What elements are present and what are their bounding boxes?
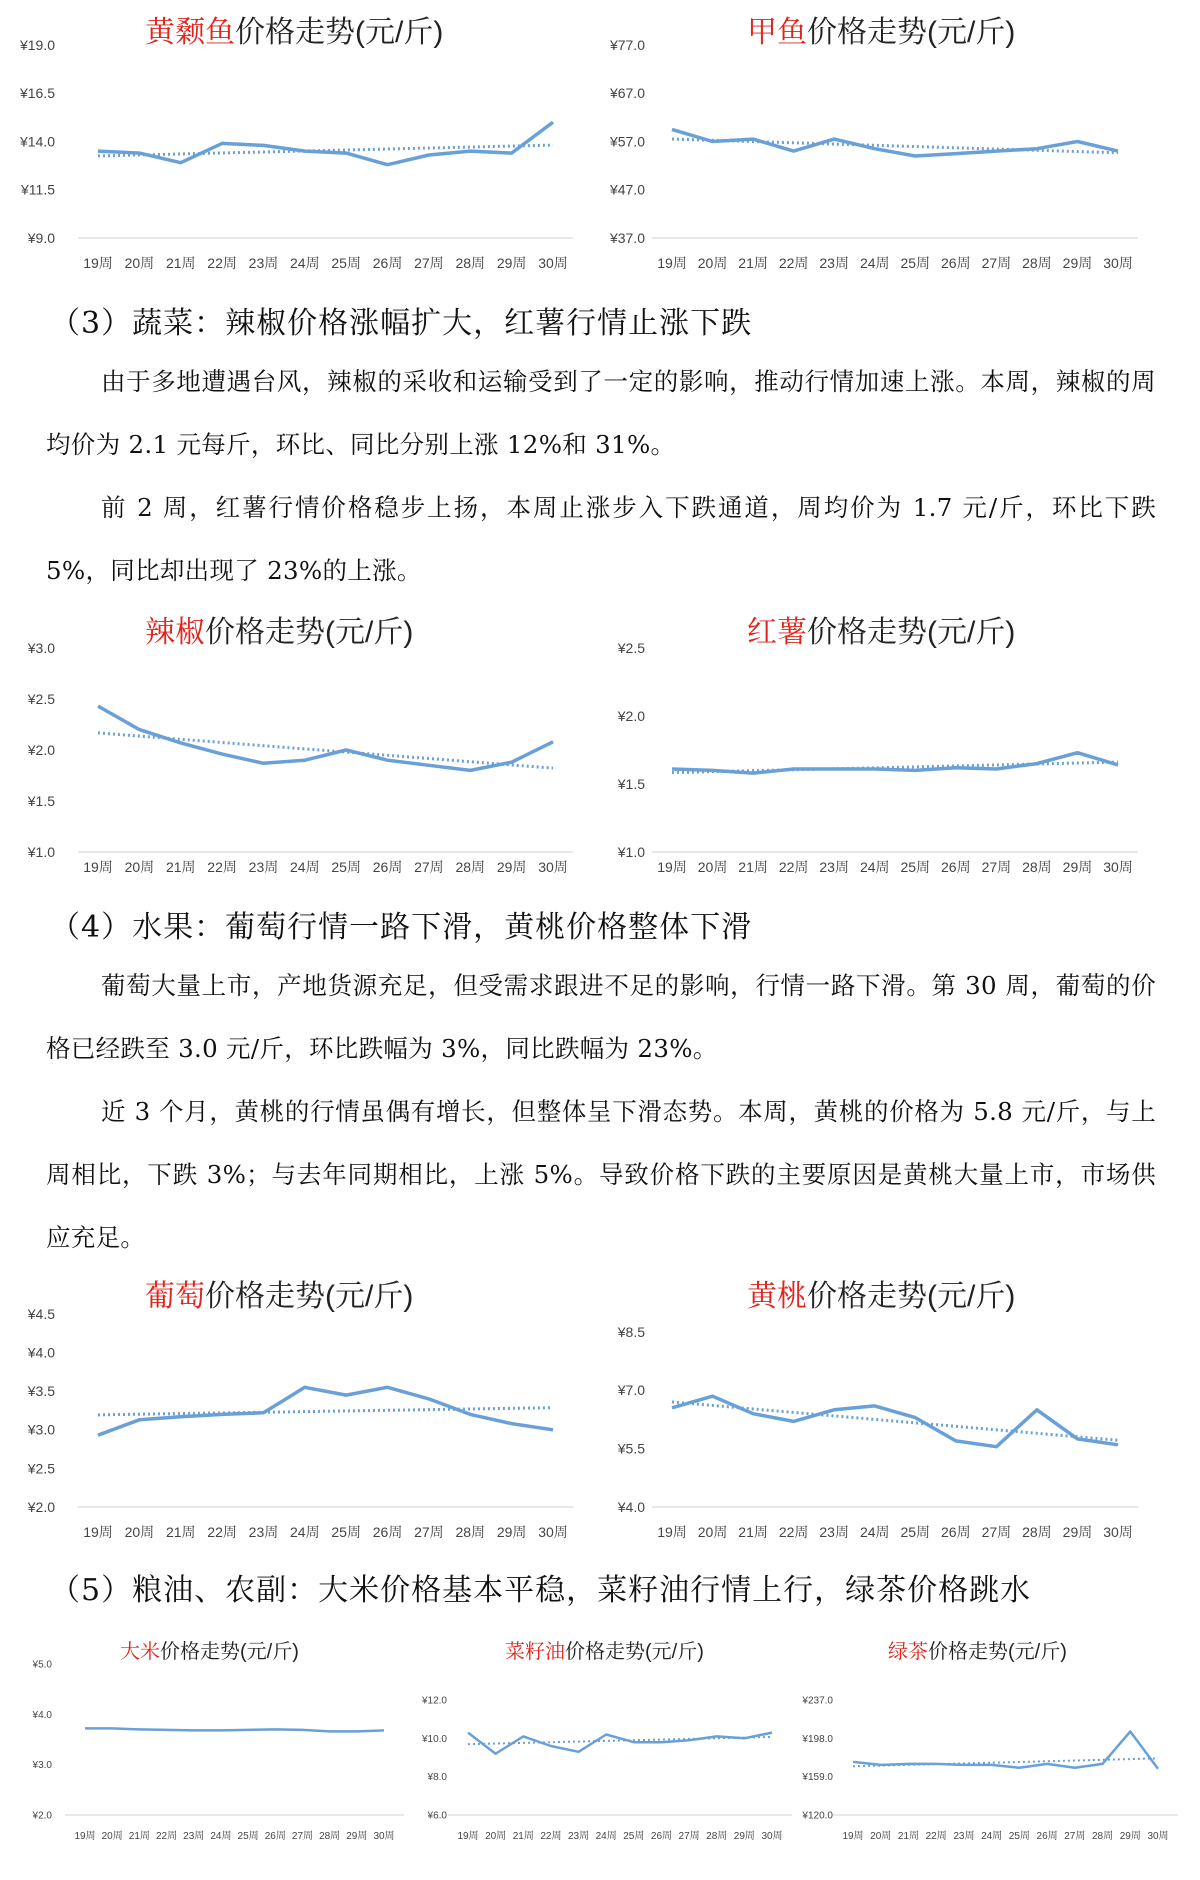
y-tick-label: ¥4.0 <box>617 1498 645 1515</box>
y-tick-label: ¥198.0 <box>802 1733 833 1745</box>
y-tick-label: ¥11.5 <box>21 181 55 198</box>
section-heading-vegetables: （3）蔬菜：辣椒价格涨幅扩大，红薯行情止涨下跌 <box>50 306 753 341</box>
x-tick-label: 29周 <box>1062 1524 1093 1540</box>
x-tick-label: 27周 <box>981 859 1012 875</box>
chart-title-highlight: 大米 <box>120 1641 160 1663</box>
x-tick-label: 20周 <box>870 1831 892 1842</box>
y-tick-label: ¥16.5 <box>19 85 55 102</box>
section-heading-grain-oil: （5）粮油、农副：大米价格基本平稳，菜籽油行情上行，绿茶价格跳水 <box>50 1573 1032 1608</box>
series-line <box>98 122 553 165</box>
x-tick-label: 23周 <box>819 1524 849 1540</box>
y-tick-label: ¥2.0 <box>32 1810 52 1822</box>
y-tick-label: ¥10.0 <box>421 1733 447 1745</box>
x-tick-label: 19周 <box>657 1524 687 1540</box>
x-tick-label: 19周 <box>457 1831 479 1842</box>
x-tick-label: 28周 <box>1022 1524 1052 1540</box>
x-tick-label: 25周 <box>237 1831 259 1842</box>
x-tick-label: 20周 <box>101 1831 123 1842</box>
x-tick-label: 20周 <box>485 1831 507 1842</box>
y-tick-label: ¥12.0 <box>421 1695 447 1707</box>
x-tick-label: 25周 <box>1008 1831 1030 1842</box>
y-tick-label: ¥9.0 <box>27 229 55 246</box>
chart-title-text: 价格走势(元/斤) <box>807 16 1016 49</box>
x-tick-label: 30周 <box>1147 1831 1169 1842</box>
x-tick-label: 21周 <box>165 255 196 271</box>
y-tick-label: ¥77.0 <box>609 36 645 53</box>
x-tick-label: 30周 <box>538 1524 568 1540</box>
x-tick-label: 29周 <box>346 1831 368 1842</box>
x-tick-label: 27周 <box>981 255 1012 271</box>
chart-title-highlight: 甲鱼 <box>747 16 807 49</box>
x-tick-label: 22周 <box>207 859 237 875</box>
chart-title-highlight: 绿茶 <box>888 1641 928 1663</box>
x-tick-label: 29周 <box>496 1524 527 1540</box>
x-tick-label: 25周 <box>331 1524 361 1540</box>
y-tick-label: ¥1.5 <box>617 775 645 792</box>
chart-title-text: 价格走势(元/斤) <box>235 16 444 49</box>
chart-title <box>145 616 413 649</box>
x-tick-label: 28周 <box>706 1831 728 1842</box>
y-tick-label: ¥1.0 <box>617 843 645 860</box>
x-tick-label: 30周 <box>761 1831 783 1842</box>
y-tick-label: ¥3.0 <box>27 1421 55 1438</box>
chart-group-2 <box>27 616 573 875</box>
chart-title-text: 价格走势(元/斤) <box>205 616 414 649</box>
chart-title <box>145 16 443 49</box>
y-tick-label: ¥19.0 <box>19 36 55 53</box>
x-tick-label: 22周 <box>207 255 237 271</box>
y-tick-label: ¥6.0 <box>427 1810 447 1822</box>
x-tick-label: 21周 <box>165 1524 196 1540</box>
x-tick-label: 19周 <box>657 859 687 875</box>
chart-title-text: 价格走势(元/斤) <box>928 1641 1067 1663</box>
y-tick-label: ¥2.0 <box>617 707 645 724</box>
x-tick-label: 25周 <box>900 859 931 875</box>
x-tick-label: 19周 <box>842 1831 864 1842</box>
y-tick-label: ¥14.0 <box>19 133 55 150</box>
series-line <box>98 1387 553 1435</box>
y-tick-label: ¥37.0 <box>609 229 645 246</box>
y-tick-label: ¥1.5 <box>27 792 55 809</box>
x-tick-label: 23周 <box>248 255 279 271</box>
x-tick-label: 21周 <box>165 859 196 875</box>
x-tick-label: 29周 <box>733 1831 755 1842</box>
x-tick-label: 24周 <box>290 1524 320 1540</box>
x-tick-label: 20周 <box>697 859 728 875</box>
x-tick-label: 20周 <box>124 859 155 875</box>
x-tick-label: 28周 <box>1022 255 1052 271</box>
y-tick-label: ¥2.0 <box>27 741 55 758</box>
chart-title-highlight: 黄桃 <box>747 1280 807 1313</box>
trendline <box>98 1408 553 1415</box>
x-tick-label: 27周 <box>678 1831 700 1842</box>
y-tick-label: ¥47.0 <box>609 181 645 198</box>
chart-group-4 <box>27 1280 573 1540</box>
y-tick-label: ¥4.0 <box>32 1709 52 1721</box>
chart-title-text: 价格走势(元/斤) <box>160 1641 299 1663</box>
x-tick-label: 25周 <box>331 255 361 271</box>
x-tick-label: 24周 <box>595 1831 617 1842</box>
chart-title-text: 价格走势(元/斤) <box>807 616 1016 649</box>
series-line <box>672 1396 1118 1447</box>
x-tick-label: 19周 <box>83 255 113 271</box>
chart-group-7 <box>421 1640 792 1842</box>
y-tick-label: ¥2.5 <box>27 1460 55 1477</box>
x-tick-label: 28周 <box>455 859 486 875</box>
y-tick-label: ¥2.0 <box>27 1498 55 1515</box>
chart-group-6 <box>32 1640 404 1842</box>
x-tick-label: 23周 <box>819 255 849 271</box>
chart-title-highlight: 葡萄 <box>145 1280 205 1313</box>
chart-title <box>505 1640 704 1663</box>
x-tick-label: 30周 <box>538 255 568 271</box>
x-tick-label: 30周 <box>538 859 568 875</box>
chart-title <box>747 1280 1015 1313</box>
x-tick-label: 28周 <box>1022 859 1052 875</box>
chart-title <box>888 1640 1067 1663</box>
x-tick-label: 20周 <box>124 1524 155 1540</box>
x-tick-label: 27周 <box>414 859 444 875</box>
x-tick-label: 21周 <box>738 859 768 875</box>
x-tick-label: 24周 <box>981 1831 1003 1842</box>
paragraph-yellow-peach: 近 3 个月，黄桃的行情虽偶有增长，但整体呈下滑态势。本周，黄桃的价格为 5.8 元/斤，与上周相比，下跌 3%；与去年同期相比，上涨 5%。导致价格下跌的主要原因是黄桃大量上市，市场供应充足。 <box>46 1097 1156 1252</box>
x-tick-label: 27周 <box>414 1524 444 1540</box>
x-tick-label: 24周 <box>290 859 320 875</box>
x-tick-label: 29周 <box>496 255 527 271</box>
x-tick-label: 25周 <box>900 255 931 271</box>
y-tick-label: ¥159.0 <box>802 1772 833 1784</box>
chart-title-highlight: 菜籽油 <box>505 1641 565 1663</box>
y-tick-label: ¥3.5 <box>27 1383 55 1400</box>
y-tick-label: ¥7.0 <box>617 1382 645 1399</box>
x-tick-label: 24周 <box>859 859 890 875</box>
x-tick-label: 21周 <box>128 1831 150 1842</box>
chart-group-0 <box>19 16 573 271</box>
x-tick-label: 23周 <box>567 1831 590 1842</box>
paragraph-grape: 葡萄大量上市，产地货源充足，但受需求跟进不足的影响，行情一路下滑。第 30 周，葡萄的价格已经跌至 3.0 元/斤，环比跌幅为 3%，同比跌幅为 23%。 <box>46 971 1156 1063</box>
chart-title <box>120 1640 299 1663</box>
x-tick-label: 24周 <box>290 255 320 271</box>
series-line <box>98 706 553 770</box>
paragraph-sweet-potato: 前 2 周，红薯行情价格稳步上扬，本周止涨步入下跌通道，周均价为 1.7 元/斤，环比下跌 5%，同比却出现了 23%的上涨。 <box>46 493 1156 585</box>
x-tick-label: 30周 <box>1103 1524 1133 1540</box>
chart-group-3 <box>617 616 1138 875</box>
chart-title-text: 价格走势(元/斤) <box>807 1280 1016 1313</box>
x-tick-label: 27周 <box>291 1831 314 1842</box>
x-tick-label: 28周 <box>455 1524 486 1540</box>
x-tick-label: 26周 <box>941 859 971 875</box>
chart-title <box>145 1280 413 1313</box>
x-tick-label: 26周 <box>941 255 971 271</box>
x-tick-label: 26周 <box>372 859 403 875</box>
x-tick-label: 29周 <box>1062 255 1093 271</box>
x-tick-label: 23周 <box>953 1831 975 1842</box>
x-tick-label: 20周 <box>697 1524 728 1540</box>
y-tick-label: ¥3.0 <box>32 1760 52 1772</box>
x-tick-label: 26周 <box>941 1524 971 1540</box>
chart-title <box>747 16 1015 49</box>
x-tick-label: 20周 <box>124 255 155 271</box>
chart-title <box>747 616 1015 649</box>
y-tick-label: ¥2.5 <box>27 690 55 707</box>
x-tick-label: 19周 <box>657 255 687 271</box>
y-tick-label: ¥3.0 <box>27 639 55 656</box>
x-tick-label: 30周 <box>1103 255 1133 271</box>
x-tick-label: 22周 <box>540 1831 562 1842</box>
x-tick-label: 30周 <box>373 1831 395 1842</box>
x-tick-label: 22周 <box>925 1831 947 1842</box>
x-tick-label: 26周 <box>1036 1831 1058 1842</box>
x-tick-label: 26周 <box>650 1831 673 1842</box>
chart-group-5 <box>617 1280 1138 1540</box>
x-tick-label: 19周 <box>83 859 113 875</box>
y-tick-label: ¥67.0 <box>609 85 645 102</box>
x-tick-label: 22周 <box>778 255 809 271</box>
x-tick-label: 27周 <box>414 255 444 271</box>
x-tick-label: 27周 <box>1064 1831 1086 1842</box>
y-tick-label: ¥8.5 <box>617 1323 645 1340</box>
x-tick-label: 29周 <box>496 859 527 875</box>
y-tick-label: ¥2.5 <box>617 639 645 656</box>
section-heading-fruits: （4）水果：葡萄行情一路下滑，黄桃价格整体下滑 <box>50 910 753 945</box>
y-tick-label: ¥237.0 <box>802 1695 833 1707</box>
series-line <box>85 1728 384 1731</box>
chart-title-text: 价格走势(元/斤) <box>205 1280 414 1313</box>
series-line <box>853 1732 1158 1769</box>
x-tick-label: 19周 <box>83 1524 113 1540</box>
chart-group-8 <box>801 1640 1178 1842</box>
y-tick-label: ¥4.0 <box>27 1344 55 1361</box>
series-line <box>672 129 1118 156</box>
x-tick-label: 28周 <box>1091 1831 1114 1842</box>
x-tick-label: 23周 <box>248 1524 279 1540</box>
x-tick-label: 26周 <box>264 1831 286 1842</box>
y-tick-label: ¥4.5 <box>27 1305 55 1322</box>
chart-title-text: 价格走势(元/斤) <box>565 1641 704 1663</box>
chart-title-highlight: 红薯 <box>747 616 807 649</box>
x-tick-label: 26周 <box>372 1524 403 1540</box>
y-tick-label: ¥57.0 <box>609 133 645 150</box>
x-tick-label: 25周 <box>900 1524 931 1540</box>
y-tick-label: ¥8.0 <box>427 1772 447 1784</box>
x-tick-label: 22周 <box>778 1524 809 1540</box>
x-tick-label: 24周 <box>210 1831 232 1842</box>
y-tick-label: ¥5.5 <box>617 1440 645 1457</box>
x-tick-label: 23周 <box>248 859 279 875</box>
x-tick-label: 22周 <box>155 1831 178 1842</box>
x-tick-label: 21周 <box>897 1831 920 1842</box>
x-tick-label: 27周 <box>981 1524 1012 1540</box>
x-tick-label: 23周 <box>183 1831 205 1842</box>
y-tick-label: ¥120.0 <box>802 1810 833 1822</box>
x-tick-label: 22周 <box>778 859 809 875</box>
y-tick-label: ¥5.0 <box>32 1659 52 1671</box>
x-tick-label: 30周 <box>1103 859 1133 875</box>
x-tick-label: 19周 <box>74 1831 96 1842</box>
x-tick-label: 25周 <box>623 1831 645 1842</box>
chart-title-highlight: 黄颡鱼 <box>145 16 235 49</box>
x-tick-label: 21周 <box>512 1831 534 1842</box>
x-tick-label: 21周 <box>738 255 768 271</box>
x-tick-label: 25周 <box>331 859 361 875</box>
x-tick-label: 22周 <box>207 1524 237 1540</box>
x-tick-label: 28周 <box>455 255 486 271</box>
x-tick-label: 21周 <box>738 1524 768 1540</box>
x-tick-label: 24周 <box>859 255 890 271</box>
paragraph-pepper: 由于多地遭遇台风，辣椒的采收和运输受到了一定的影响，推动行情加速上涨。本周，辣椒的周均价为 2.1 元每斤，环比、同比分别上涨 12%和 31%。 <box>46 367 1156 459</box>
x-tick-label: 26周 <box>372 255 403 271</box>
x-tick-label: 28周 <box>319 1831 341 1842</box>
x-tick-label: 23周 <box>819 859 849 875</box>
y-tick-label: ¥1.0 <box>27 843 55 860</box>
chart-group-1 <box>609 16 1138 271</box>
x-tick-label: 29周 <box>1062 859 1093 875</box>
x-tick-label: 20周 <box>697 255 728 271</box>
series-line <box>468 1733 772 1754</box>
chart-title-highlight: 辣椒 <box>145 616 205 649</box>
x-tick-label: 24周 <box>859 1524 890 1540</box>
x-tick-label: 29周 <box>1119 1831 1141 1842</box>
